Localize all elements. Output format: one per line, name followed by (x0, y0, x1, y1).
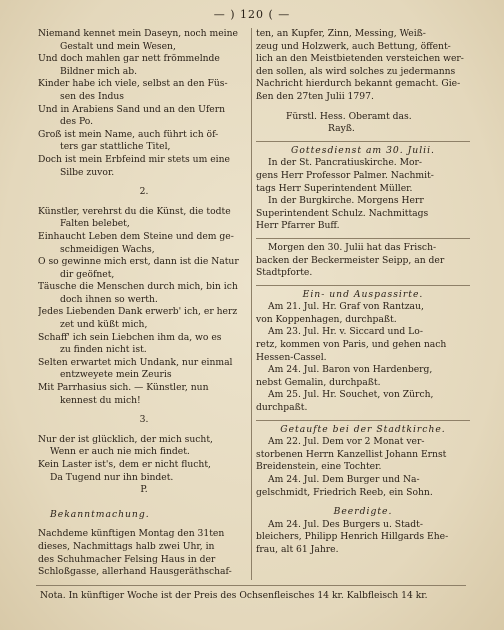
poem-line: Gestalt und mein Wesen, (60, 40, 176, 52)
poem-line: zet und küßt mich, (60, 319, 148, 331)
poem-line: Doch ist mein Erbfeind mir stets um eine (38, 153, 230, 165)
arrivals-line: Am 24. Jul. Baron von Hardenberg, (268, 364, 433, 376)
footer-divider (36, 585, 466, 586)
services-line: In der St. Pancratiuskirche. Mor- (268, 157, 423, 169)
arrivals-line: Am 25. Jul. Hr. Souchet, von Zürch, (268, 389, 434, 401)
baptisms-line: Breidenstein, eine Tochter. (256, 461, 382, 473)
services-line: Superintendent Schulz. Nachmittags (256, 207, 429, 219)
baptisms-line: storbenen Herrn Kanzellist Johann Ernst (256, 448, 447, 460)
poem-line: Künstler, verehrst du die Künst, die todte (38, 205, 231, 217)
baptisms-heading: Getaufte bei der Stadtkirche. (280, 423, 446, 435)
notice-signature: Fürstl. Hess. Oberamt das. (286, 110, 412, 122)
poem-line: Täusche die Menschen durch mich, bin ich (38, 281, 238, 293)
poem-line: des Po. (60, 116, 94, 128)
notice-continued (256, 28, 470, 136)
right-column (256, 28, 470, 557)
poem-line: Und in Arabiens Sand und an den Ufern (38, 103, 226, 115)
notice-heading: Bekanntmachung. (50, 508, 150, 520)
poem-line: Groß ist mein Name, auch führt ich öf- (38, 128, 219, 140)
poem-line: entzweyete mein Zeuris (60, 369, 172, 381)
poem-number: 3. (139, 414, 149, 426)
arrivals-line: nebst Gemalin, durchpaßt. (256, 376, 381, 388)
poem-line: Jedes Liebenden Dank erwerb' ich, er herz (38, 306, 238, 318)
notice-line: dieses, Nachmittags halb zwei Uhr, in (38, 540, 215, 552)
baptisms-line: Am 22. Jul. Dem vor 2 Monat ver- (268, 436, 425, 448)
footer-nota: Nota. In künftiger Woche ist der Preis des Ochsenfleisches 14 kr. Kalbfleisch 14 kr. (40, 590, 428, 601)
burials-heading: Beerdigte. (333, 506, 393, 518)
bakers-line: Stadtpforte. (256, 267, 313, 279)
notice-line: Nachricht hierdurch bekannt gemacht. Gie- (256, 78, 461, 90)
church-services (256, 145, 470, 233)
burials-line: frau, alt 61 Jahre. (256, 543, 339, 555)
poem-line: kennest du mich! (60, 394, 141, 406)
bakers-line: backen der Beckermeister Seipp, an der (256, 254, 445, 266)
arrivals-line: Am 23. Jul. Hr. v. Siccard und Lo- (268, 326, 423, 338)
poem-line: dir geöfnet, (60, 268, 115, 280)
baptisms-line: gelschmidt, Friedrich Reeb, ein Sohn. (256, 486, 433, 498)
notice-line: ten, an Kupfer, Zinn, Messing, Weiß- (256, 28, 426, 39)
arrivals-line: Hessen-Cassel. (256, 351, 327, 363)
arrivals-line: durchpaßt. (256, 402, 308, 414)
arrivals-line: Am 21. Jul. Hr. Graf von Rantzau, (268, 301, 424, 313)
poem-line: ters gar stattliche Titel, (60, 141, 171, 153)
burials-line: bleichers, Philipp Henrich Hillgards Ehe- (256, 531, 449, 543)
services-heading: Gottesdienst am 30. Julii. (291, 144, 435, 156)
poem-line: Selten erwartet mich Undank, nur einmal (38, 356, 233, 368)
page-number: — ) 120 ( — (213, 8, 291, 21)
burials-line: Am 24. Jul. Des Burgers u. Stadt- (268, 518, 423, 530)
notice-line: des Schuhmacher Felsing Haus in der (38, 553, 216, 565)
poem-line: Wenn er auch nie mich findet. (50, 446, 190, 458)
poem-line: schmeidigen Wachs, (60, 243, 155, 255)
services-line: tags Herr Superintendent Müller. (256, 182, 413, 194)
services-line: gens Herr Professor Palmer. Nachmit- (256, 169, 434, 181)
notice-line: Schloßgasse, allerhand Hausgeräthschaf- (38, 566, 232, 578)
column-divider (251, 28, 252, 580)
poem-line: Schaff' ich sein Liebchen ihm da, wo es (38, 331, 222, 343)
services-line: Herr Pfarrer Buff. (256, 220, 340, 232)
baptisms (256, 424, 470, 500)
bakers-line: Morgen den 30. Julii hat das Frisch- (268, 241, 437, 253)
poem-line: Nur der ist glücklich, der mich sucht, (38, 433, 213, 445)
poem-line: Niemand kennet mein Daseyn, noch meine (38, 28, 238, 39)
burials (256, 506, 470, 556)
arrivals-heading: Ein- und Auspassirte. (302, 288, 424, 300)
poem-3 (38, 434, 250, 497)
notice-line: den sollen, als wird solches zu jedermanns (256, 65, 456, 77)
baptisms-line: Am 24. Jul. Dem Burger und Na- (268, 474, 420, 485)
services-line: In der Burgkirche. Morgens Herr (268, 195, 424, 207)
poem-line: zu finden nicht ist. (60, 344, 147, 356)
poem-line: Da Tugend nur ihn bindet. (50, 471, 174, 483)
poem-line: O so gewinne mich erst, dann ist die Natur (38, 256, 239, 268)
poem-signature: P. (140, 484, 148, 496)
poem-line: Silbe zuvor. (60, 166, 115, 178)
poem-line: Falten belebet, (60, 218, 130, 230)
bakers-notice (256, 242, 470, 280)
poem-1 (38, 28, 250, 179)
arrivals-line: von Koppenhagen, durchpaßt. (256, 313, 397, 325)
notice-line: zeug und Holzwerk, auch Bettung, öffent- (256, 40, 451, 52)
notice (38, 509, 250, 579)
poem-line: Mit Parrhasius sich. — Künstler, nun (38, 382, 209, 394)
poem-line: Kein Laster ist's, dem er nicht flucht, (38, 459, 211, 470)
poem-line: Kinder habe ich viele, selbst an den Füs- (38, 78, 228, 90)
arrivals (256, 289, 470, 415)
notice-line: lich an den Meistbietenden versteichen wer- (256, 53, 464, 65)
poem-2 (38, 206, 250, 408)
arrivals-line: retz, kommen von Paris, und gehen nach (256, 339, 447, 351)
left-column (38, 28, 250, 579)
notice-line: ßen den 27ten Julii 1797. (256, 90, 374, 102)
notice-line: Nachdeme künftigen Montag den 31ten (38, 528, 225, 540)
poem-line: doch ihnen so werth. (60, 293, 158, 305)
poem-line: Einhaucht Leben dem Steine und dem ge- (38, 230, 234, 242)
poem-number: 2. (139, 186, 149, 198)
poem-line: Bildner mich ab. (60, 65, 138, 77)
poem-line: sen des Indus (60, 90, 125, 102)
poem-line: Und doch mahlen gar nett frömmelnde (38, 53, 220, 65)
notice-signature-name: Rayß. (328, 123, 355, 135)
